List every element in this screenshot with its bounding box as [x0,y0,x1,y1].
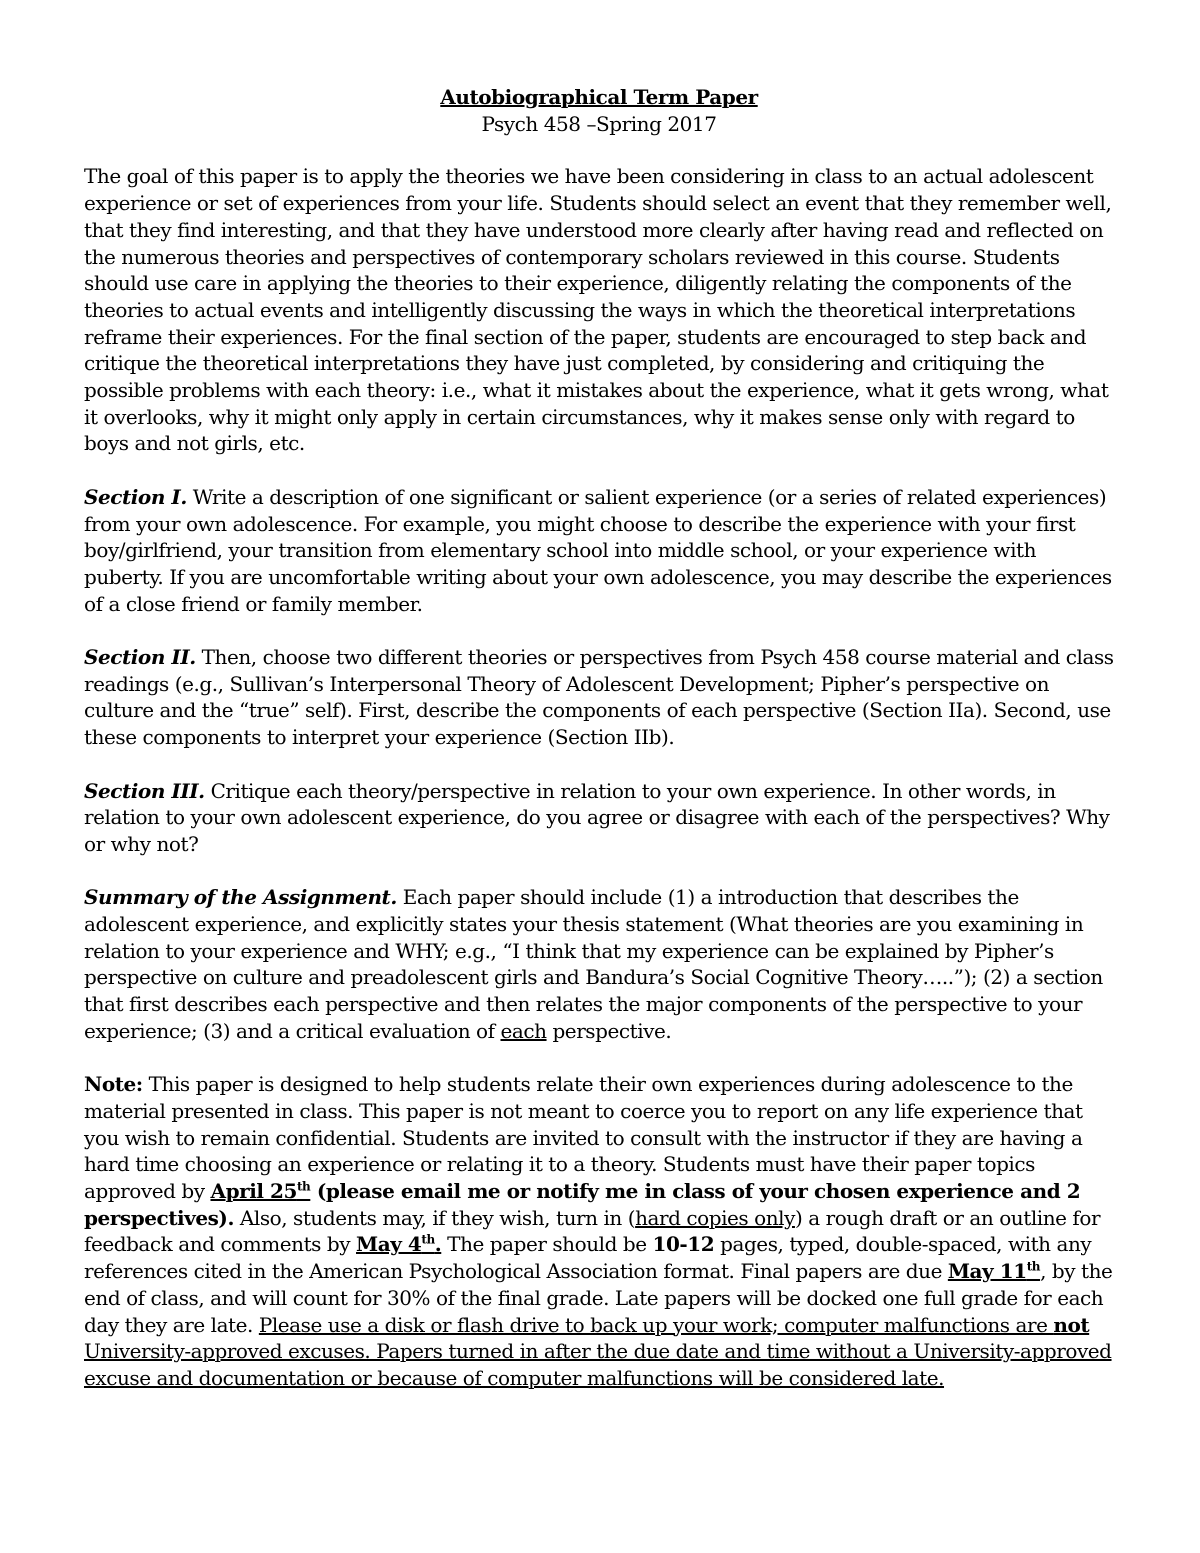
final-due-date-suffix: th [1026,1259,1041,1274]
note-text-6: , by the end of class, and will count for 30% of the final grade. Late papers will be docked one full grade for each day they are late. [84,1259,1113,1337]
section-3-text: Critique each theory/perspective in relation to your own experience. In other words, in relation to your own adolescent experience, do you agree or disagree with each of the perspectives? Why or why not? [84,778,1110,856]
note-text-5: pages, typed, double-spaced, with any references cited in the American Psychological Association format. Final papers are due [84,1232,1092,1284]
section-2-paragraph [84,644,1114,751]
intro-paragraph: The goal of this paper is to apply the theories we have been considering in class to an actual adolescent experience or set of experiences from your life. Students should select an event that they remember well, that they find interesting, and that they have understood more clearly after having read and reflected on the numerous theories and perspectives of contemporary scholars reviewed in this course. Students should use care in applying the theories to their experience, diligently relating the components of the theories to actual events and intelligently discussing the ways in which the theoretical interpretations reframe their experiences. For the final section of the paper, students are encouraged to step back and critique the theoretical interpretations they have just completed, by considering and critiquing the possible problems with each theory: i.e., what it mistakes about the experience, what it gets wrong, what it overlooks, why it might only apply in certain circumstances, why it makes sense only with regard to boys and not girls, etc. [84,164,1112,456]
section-3-paragraph [84,778,1114,858]
summary-heading: Summary of the Assignment. [84,885,397,910]
hard-copies-only: hard copies only [635,1205,795,1230]
section-1-paragraph [84,484,1114,618]
final-due-date [948,1259,1040,1283]
summary-end: perspective. [546,1018,672,1043]
draft-due-date [356,1232,441,1256]
section-2-heading: Section II. [84,645,196,670]
page-count: 10-12 [652,1232,715,1257]
section-2-text: Then, choose two different theories or perspectives from Psych 458 course material and class readings (e.g., Sullivan’s Interpersonal Theory of Adolescent Development; Pipher’s perspective on culture and the “true” self). First, describe the components of each perspective (Section IIa). Second, use these components to interpret your experience (Section IIb). [84,645,1114,750]
course-subtitle: Psych 458 –Spring 2017 [481,111,717,136]
note-text-4: The paper should be [441,1232,653,1257]
draft-due-date-end: . [434,1232,442,1257]
summary-each-underlined: each [500,1018,547,1043]
backup-warning-text-1: Please use a disk or flash drive to back up your work; computer malfunctions are [258,1312,1054,1337]
topic-approval-date [211,1179,311,1203]
section-1-heading: Section I. [84,484,187,509]
note-text-1: This paper is designed to help students relate their own experiences during adolescence to the material presented in class. This paper is not meant to coerce you to report on any life experience that you wish to remain confidential. Students are invited to consult with the instructor if they are having a hard time choosing an experience or relating it to a theory. Students must have their paper topics approved by [84,1072,1083,1204]
topic-approval-date-text: April 25 [210,1179,297,1204]
summary-paragraph [84,884,1114,1044]
note-text-3: ) a rough draft or an outline for feedback and comments by [84,1205,1101,1257]
document-title: Autobiographical Term Paper [440,85,758,109]
section-3-heading: Section III. [84,778,205,803]
draft-due-date-text: May 4 [356,1232,422,1257]
summary-text: Each paper should include (1) a introduction that describes the adolescent experience, and explicitly states your thesis statement (What theories are you examining in relation to your experience and WHY; e.g., “I think that my experience can be explained by Pipher’s perspective on culture and preadolescent girls and Bandura’s Social Cognitive Theory…..”); (2) a section that first describes each perspective and then relates the major components of the perspective to your experience; (3) and a critical evaluation of [84,885,1103,1043]
topic-approval-date-suffix: th [296,1179,311,1194]
note-text-2: Also, students may, if they wish, turn in ( [233,1205,636,1230]
section-1-text: Write a description of one significant or salient experience (or a series of related experiences) from your own adolescence. For example, you might choose to describe the experience with your first boy/girlfriend, your transition from elementary school into middle school, or your experience with puberty. If you are uncomfortable writing about your own adolescence, you may describe the experiences of a close friend or family member. [84,484,1112,616]
title-block [84,84,1114,137]
note-paragraph [84,1071,1114,1391]
draft-due-date-suffix: th [421,1232,435,1247]
document-page [84,84,1114,1418]
note-bold-instruction: (please email me or notify me in class of your chosen experience and 2 perspectives). [84,1179,1081,1230]
backup-warning-text-2: University-approved excuses. Papers turned in after the due date and time without a University-approved excuse and documentation or because of computer malfunctions will be considered late. [84,1339,1112,1390]
final-due-date-text: May 11 [947,1259,1027,1284]
note-label: Note: [84,1072,143,1097]
backup-warning-not: not [1053,1312,1090,1337]
